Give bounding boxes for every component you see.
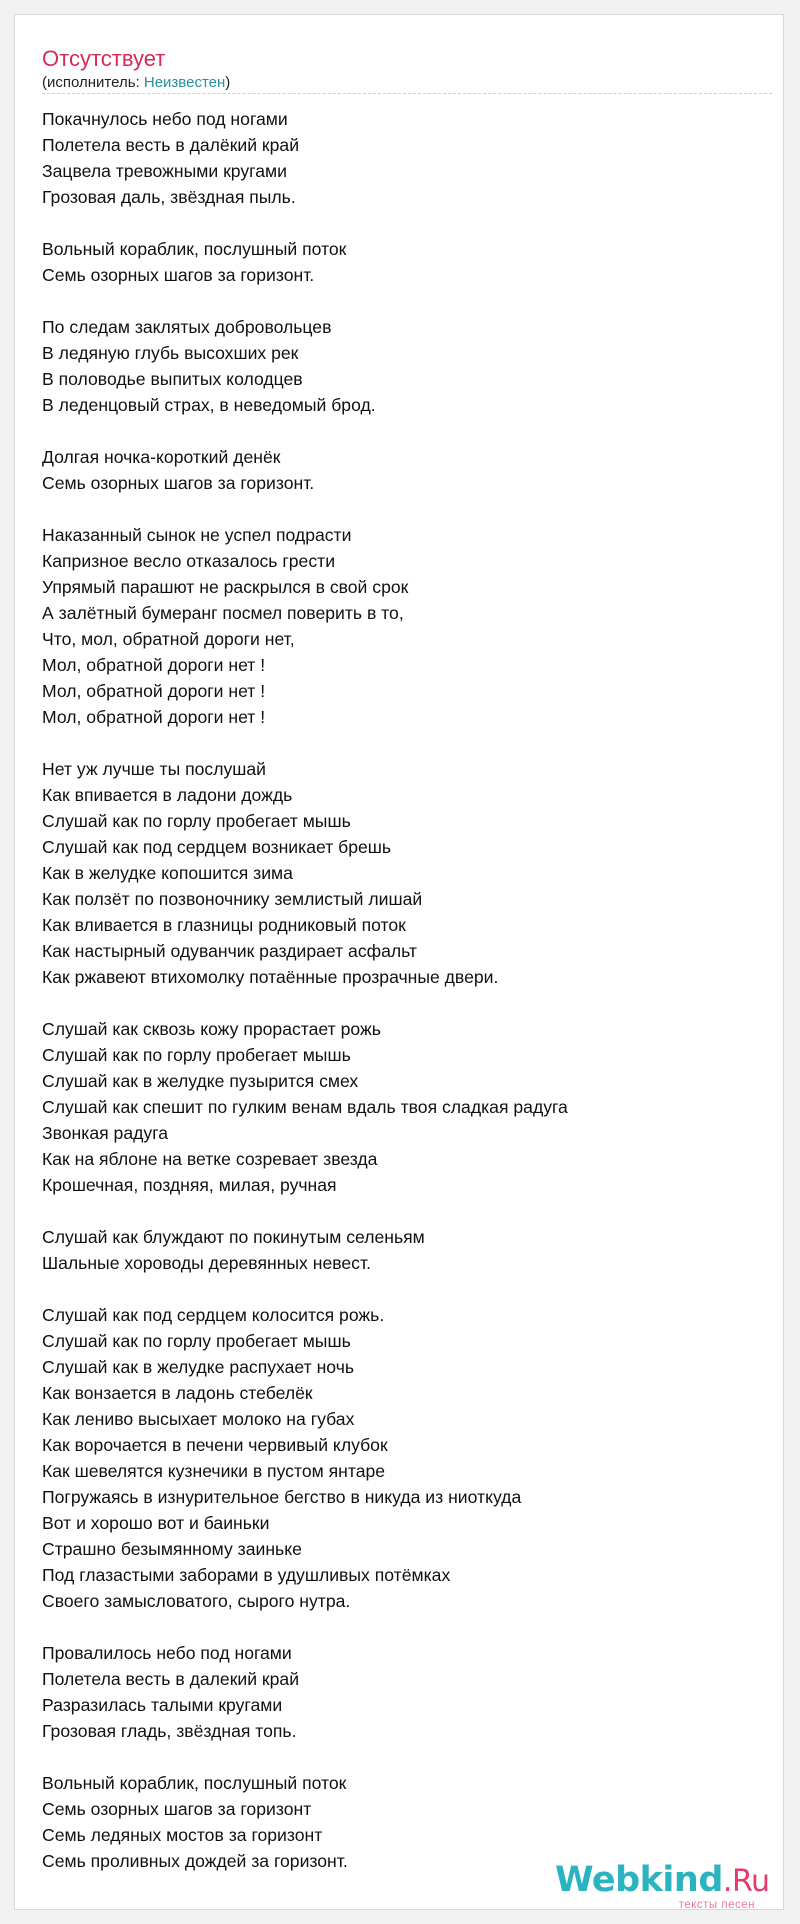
- lyric-line: Слушай как по горлу пробегает мышь: [42, 1045, 351, 1065]
- lyric-line: Слушай как сквозь кожу прорастает рожь: [42, 1019, 381, 1039]
- lyric-line: Упрямый парашют не раскрылся в свой срок: [42, 577, 409, 597]
- site-logo[interactable]: [555, 1860, 770, 1916]
- stanza-break: [42, 496, 772, 522]
- lyric-line: Полетела весть в далёкий край: [42, 135, 300, 155]
- title-divider: [42, 93, 772, 94]
- lyric-line: Слушай как в желудке пузырится смех: [42, 1071, 359, 1091]
- logo-word: Webkind: [555, 1860, 723, 1900]
- lyric-line: Как шевелятся кузнечики в пустом янтаре: [42, 1461, 386, 1481]
- lyric-line: Семь озорных шагов за горизонт.: [42, 473, 315, 493]
- stanza-break: [42, 1614, 772, 1640]
- lyric-line: Как на яблоне на ветке созревает звезда: [42, 1149, 378, 1169]
- lyric-line: Долгая ночка-короткий денёк: [42, 447, 281, 467]
- lyric-line: Как ворочается в печени червивый клубок: [42, 1435, 388, 1455]
- lyric-line: Вольный кораблик, послушный поток: [42, 239, 347, 259]
- lyric-line: Наказанный сынок не успел подрасти: [42, 525, 352, 545]
- lyric-line: Крошечная, поздняя, милая, ручная: [42, 1175, 337, 1195]
- lyric-line: Под глазастыми заборами в удушливых потёмках: [42, 1565, 451, 1585]
- song-title: Отсутствует: [42, 46, 166, 71]
- lyric-line: Своего замысловатого, сырого нутра.: [42, 1591, 351, 1611]
- lyric-line: Как вонзается в ладонь стебелёк: [42, 1383, 313, 1403]
- stanza-break: [42, 418, 772, 444]
- lyric-line: Семь озорных шагов за горизонт: [42, 1799, 312, 1819]
- lyric-line: В половодье выпитых колодцев: [42, 369, 303, 389]
- lyric-line: Капризное весло отказалось грести: [42, 551, 336, 571]
- lyric-line: Разразилась талыми кругами: [42, 1695, 283, 1715]
- logo-tld: .Ru: [722, 1864, 770, 1899]
- lyric-line: Вот и хорошо вот и баиньки: [42, 1513, 270, 1533]
- lyric-line: А залётный бумеранг посмел поверить в то,: [42, 603, 404, 623]
- lyric-line: Слушай как блуждают по покинутым селеньям: [42, 1227, 425, 1247]
- lyric-line: Как ползёт по позвоночнику землистый лишай: [42, 889, 423, 909]
- lyric-line: Слушай как под сердцем колосится рожь.: [42, 1305, 385, 1325]
- lyric-line: Грозовая даль, звёздная пыль.: [42, 187, 296, 207]
- lyric-line: Что, мол, обратной дороги нет,: [42, 629, 295, 649]
- stanza-break: [42, 210, 772, 236]
- lyric-line: Семь ледяных мостов за горизонт: [42, 1825, 323, 1845]
- lyric-line: Слушай как по горлу пробегает мышь: [42, 811, 351, 831]
- lyric-line: Нет уж лучше ты послушай: [42, 759, 267, 779]
- lyric-line: Как впивается в ладони дождь: [42, 785, 293, 805]
- lyric-line: Зацвела тревожными кругами: [42, 161, 287, 181]
- lyric-line: Как настырный одуванчик раздирает асфальт: [42, 941, 417, 961]
- artist-link[interactable]: Неизвестен: [143, 74, 226, 91]
- lyric-line: Слушай как в желудке распухает ночь: [42, 1357, 355, 1377]
- lyric-line: Семь озорных шагов за горизонт.: [42, 265, 315, 285]
- logo-tagline: тексты песен: [678, 1899, 755, 1911]
- lyrics-body: [42, 106, 772, 1874]
- stanza-break: [42, 730, 772, 756]
- stanza-break: [42, 1276, 772, 1302]
- lyric-line: Как вливается в глазницы родниковый поток: [42, 915, 406, 935]
- lyric-line: Шальные хороводы деревянных невест.: [42, 1253, 371, 1273]
- lyric-line: Звонкая радуга: [42, 1123, 169, 1143]
- lyric-line: Мол, обратной дороги нет !: [42, 655, 266, 675]
- lyric-line: Как лениво высыхает молоко на губах: [42, 1409, 355, 1429]
- lyric-line: Как ржавеют втихомолку потаённые прозрачные двери.: [42, 967, 499, 987]
- lyric-line: Мол, обратной дороги нет !: [42, 681, 266, 701]
- lyric-line: Слушай как спешит по гулким венам вдаль твоя сладкая радуга: [42, 1097, 568, 1117]
- lyric-line: В леденцовый страх, в неведомый брод.: [42, 395, 376, 415]
- artist-prefix: (исполнитель:: [42, 74, 144, 91]
- lyric-line: Слушай как по горлу пробегает мышь: [42, 1331, 351, 1351]
- lyric-line: Страшно безымянному заиньке: [42, 1539, 302, 1559]
- stanza-break: [42, 1744, 772, 1770]
- lyric-line: Как в желудке копошится зима: [42, 863, 293, 883]
- lyric-line: По следам заклятых добровольцев: [42, 317, 332, 337]
- stanza-break: [42, 1198, 772, 1224]
- lyric-line: Погружаясь в изнурительное бегство в никуда из ниоткуда: [42, 1487, 522, 1507]
- lyric-line: Грозовая гладь, звёздная топь.: [42, 1721, 297, 1741]
- artist-line: [42, 73, 230, 93]
- logo-wordmark: [555, 1860, 770, 1902]
- lyric-line: Провалилось небо под ногами: [42, 1643, 292, 1663]
- lyric-line: В ледяную глубь высохших рек: [42, 343, 299, 363]
- lyrics-card: [14, 14, 784, 1910]
- lyric-line: Вольный кораблик, послушный поток: [42, 1773, 347, 1793]
- lyric-line: Мол, обратной дороги нет !: [42, 707, 266, 727]
- lyric-line: Семь проливных дождей за горизонт.: [42, 1851, 348, 1871]
- artist-suffix: ): [225, 74, 231, 91]
- stanza-break: [42, 990, 772, 1016]
- lyric-line: Покачнулось небо под ногами: [42, 109, 288, 129]
- lyric-line: Полетела весть в далекий край: [42, 1669, 300, 1689]
- lyric-line: Слушай как под сердцем возникает брешь: [42, 837, 392, 857]
- stanza-break: [42, 288, 772, 314]
